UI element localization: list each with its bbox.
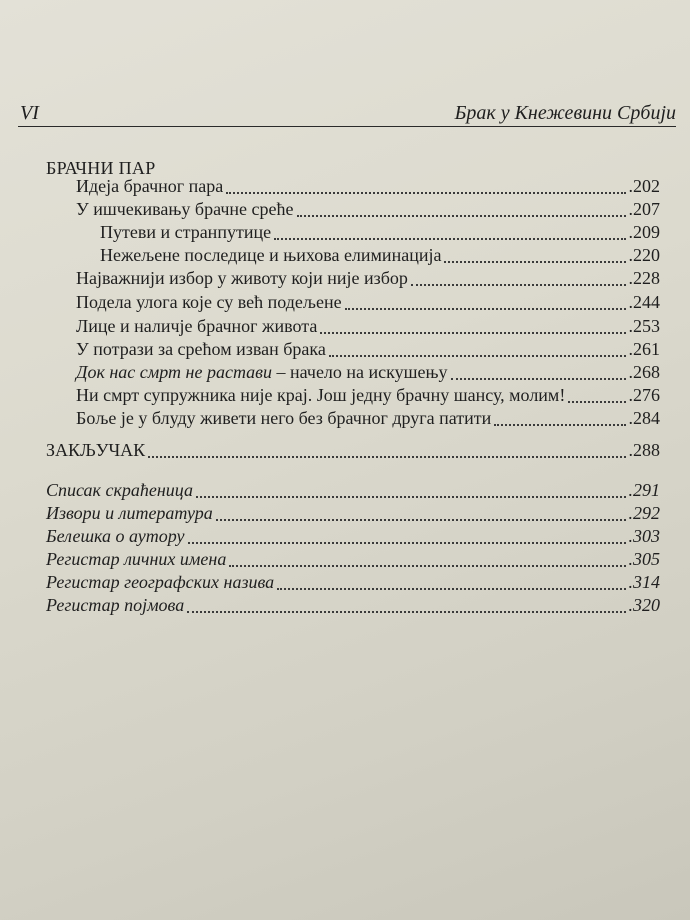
- toc-entry: [76, 176, 660, 200]
- toc-conclusion: [46, 440, 660, 464]
- toc-entry: [100, 245, 660, 269]
- toc-entry-label: Извори и литература: [46, 503, 213, 523]
- leader-dots: [277, 587, 625, 590]
- toc-appendix-entry: [46, 526, 660, 550]
- leader-dots: [345, 307, 626, 310]
- toc-entry-label: Идеја брачног пара: [76, 176, 224, 196]
- toc-entry-page: .202: [628, 176, 660, 196]
- toc-entry-page: .209: [628, 222, 660, 242]
- leader-dots: [226, 191, 625, 194]
- toc-entry-page: .207: [628, 199, 660, 219]
- toc-entry-label: У ишчекивању брачне среће: [76, 199, 294, 219]
- toc-entry-page: .292: [628, 503, 660, 523]
- leader-dots: [229, 564, 625, 567]
- toc-appendix-entry: [46, 503, 660, 527]
- toc-entry-label: Најважнији избор у животу који није избор: [76, 268, 408, 288]
- toc-entry-label-rest: – начело на искушењу: [271, 362, 448, 382]
- leader-dots: [216, 518, 626, 521]
- toc-entry-label: Белешка о аутору: [46, 526, 185, 546]
- leader-dots: [320, 331, 625, 334]
- running-title: Брак у Кнежевини Србији: [454, 102, 676, 124]
- toc-entry-label: Подела улога које су већ подељене: [76, 292, 342, 312]
- toc-entry-page: .284: [628, 408, 660, 428]
- leader-dots: [329, 354, 626, 357]
- toc-entry-page: .220: [628, 245, 660, 265]
- toc-entry-page: .314: [628, 572, 660, 592]
- toc-entry-page: .253: [628, 316, 660, 336]
- toc-appendix-entry: [46, 572, 660, 596]
- toc-entry: [76, 316, 660, 340]
- leader-dots: [568, 400, 625, 403]
- toc-entry-label: У потрази за срећом изван брака: [76, 339, 326, 359]
- leader-dots: [196, 495, 626, 498]
- page-number: VI: [20, 102, 39, 124]
- leader-dots: [148, 455, 625, 458]
- toc-entry-label: Нежељене последице и њихова елиминација: [100, 245, 442, 265]
- toc-entry-page: .288: [628, 440, 660, 460]
- toc-entry: [100, 222, 660, 246]
- toc-entry: [76, 385, 660, 409]
- toc-entry-label: ЗАКЉУЧАК: [46, 440, 146, 460]
- toc-entry-page: .303: [628, 526, 660, 546]
- toc-entry-page: .244: [628, 292, 660, 312]
- toc-entry-label: Регистар појмова: [46, 595, 185, 615]
- toc-entry: [76, 408, 660, 432]
- leader-dots: [444, 260, 625, 263]
- toc-entry-label: [76, 362, 448, 383]
- toc-entry-label-italic: Док нас смрт не растави: [76, 362, 272, 382]
- toc-entry-page: .320: [628, 595, 660, 615]
- toc-entry: [76, 268, 660, 292]
- toc-entry-page: .261: [628, 339, 660, 359]
- toc-entry: [76, 199, 660, 223]
- toc-entry-page: .228: [628, 268, 660, 288]
- toc-entry: [76, 292, 660, 316]
- toc-entry-page: .305: [628, 549, 660, 569]
- section-title: БРАЧНИ ПАР: [46, 158, 156, 178]
- toc-entry-label: Регистар личних имена: [46, 549, 227, 569]
- leader-dots: [411, 283, 626, 286]
- toc-entry-page: .276: [628, 385, 660, 405]
- toc-entry-label: Лице и наличје брачног живота: [76, 316, 318, 336]
- toc-entry-label: Ни смрт супружника није крај. Још једну брачну шансу, молим!: [76, 385, 566, 405]
- toc-entry-label: Боље је у блуду живети него без брачног друга патити: [76, 408, 492, 428]
- toc-appendix-entry: [46, 480, 660, 504]
- leader-dots: [188, 541, 626, 544]
- toc-entry-page: .268: [628, 362, 660, 382]
- toc-entry-label: Путеви и странпутице: [100, 222, 272, 242]
- toc-appendix-entry: [46, 549, 660, 573]
- toc-entry-label: Регистар географских назива: [46, 572, 275, 592]
- toc-entry: [76, 362, 660, 386]
- leader-dots: [451, 377, 626, 380]
- leader-dots: [274, 237, 625, 240]
- toc-entry-label: Списак скраћеница: [46, 480, 193, 500]
- leader-dots: [187, 610, 625, 613]
- leader-dots: [297, 214, 626, 217]
- toc-entry: [76, 339, 660, 363]
- toc-appendix-entry: [46, 595, 660, 619]
- toc-entry-page: .291: [628, 480, 660, 500]
- leader-dots: [494, 423, 625, 426]
